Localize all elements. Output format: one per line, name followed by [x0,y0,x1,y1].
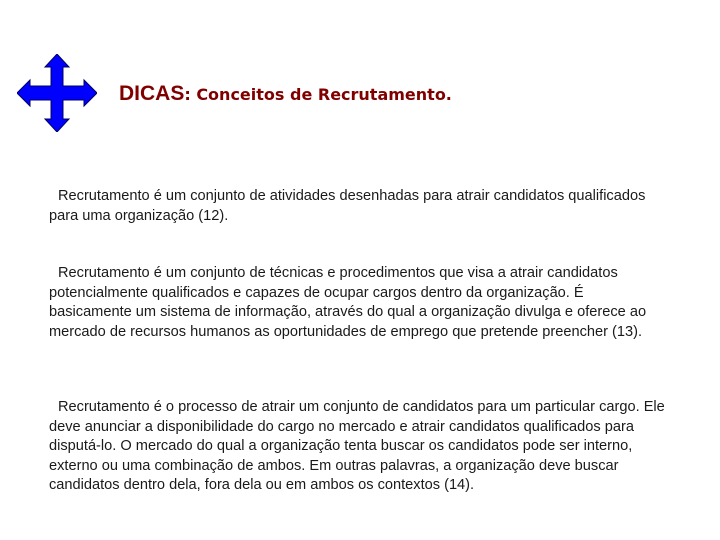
definition-paragraph-2 [49,264,669,342]
definition-paragraph-3 [49,398,669,496]
definition-text: é um conjunto de atividades desenhadas para atrair candidatos qualificados para uma organização (12). [49,188,646,224]
definition-paragraph-1 [49,187,669,226]
page-title [119,82,452,106]
four-way-arrow-icon [17,54,97,132]
title-main: DICAS [119,82,185,105]
definition-term: Recrutamento [58,188,150,204]
definition-term: Recrutamento [58,399,150,415]
definition-term: Recrutamento [58,265,150,281]
definition-text: é o processo de atrair um conjunto de candidatos para um particular cargo. Ele deve anunciar a disponibilidade do cargo no mercado e atrair candidatos qualificados para disputá-lo. O mercado do qual a organização tenta buscar os candidatos pode ser interno, externo ou uma combinação de ambos. Em outras palavras, a organização deve buscar candidatos dentro dela, fora dela ou em ambos os contextos (14). [49,399,665,493]
definition-text: é um conjunto de técnicas e procedimentos que visa a atrair candidatos potencialmente qualificados e capazes de ocupar cargos dentro da organização. É basicamente um sistema de informação, através do qual a organização divulga e oferece ao mercado de recursos humanos as oportunidades de emprego que pretende preencher (13). [49,265,647,340]
title-subtitle: : Conceitos de Recrutamento. [184,85,452,104]
